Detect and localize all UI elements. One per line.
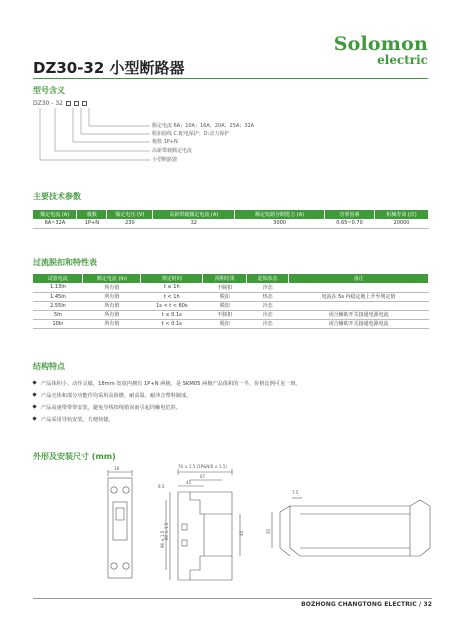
- header-cell: 预期结果: [203, 274, 247, 283]
- list-item: 产品壳体和部分功能件均采用高阻燃、耐高温、耐冲击塑料制成。: [33, 390, 301, 402]
- table-cell: 1.45In: [33, 292, 83, 301]
- footer-divider: [33, 598, 432, 599]
- dim-side-b: 45: [186, 480, 192, 485]
- section-dimensions: 外形及安装尺寸 (mm): [33, 452, 116, 461]
- header-cell: 额定电流 (In): [83, 274, 141, 283]
- table-cell: 3000: [235, 219, 325, 228]
- table-cell: 1s < t < 60s: [141, 301, 203, 310]
- header-cell: 极数: [77, 210, 107, 219]
- brand-name: Solomon: [333, 33, 428, 55]
- front-view-drawing: [108, 470, 132, 578]
- brand-subtitle: electric: [377, 53, 428, 67]
- table-cell: t ≤ 0.1s: [141, 310, 203, 319]
- table-cell: 2.55In: [33, 301, 83, 310]
- section-main-params: 主要技术参数: [33, 192, 81, 201]
- table-cell: 冷态: [247, 310, 289, 319]
- header-cell: 功率因素: [325, 210, 375, 219]
- table-cell: t < 0.1s: [141, 319, 203, 328]
- list-item: 产品高速带带带安装，避免导线按线错误而引起的触电危险。: [33, 402, 301, 414]
- table-cell: 脱扣: [203, 301, 247, 310]
- section-trip-characteristics: 过流脱扣和特性表: [33, 258, 97, 267]
- model-code-prefix: DZ30 - 32: [33, 100, 63, 107]
- list-item: 产品体积小、动作灵敏，18mm 宽度内拥有 1P+N 两极，是 SKM05 两极产品体积的一半，价格比例可见一斑。: [33, 378, 301, 390]
- header-cell: 高新带载额定电流 (A): [153, 210, 235, 219]
- dim-side-height2: 96 ± 1.5: [160, 530, 165, 548]
- table-cell: 230: [107, 219, 153, 228]
- din-rail-drawing: [272, 498, 430, 556]
- legend-load-current: 高新带载额定电流: [152, 148, 193, 154]
- dim-side-c: 9.5: [158, 484, 165, 489]
- legend-trip-curve: 脱扣曲线 C:配电保护；D:动力保护: [152, 131, 230, 137]
- table-cell: 电流在 5s 内稳定地上升至规定值: [289, 292, 429, 301]
- section-structure: 结构特点: [33, 362, 65, 371]
- header-cell: 规定时间: [141, 274, 203, 283]
- table-cell: 20000: [375, 219, 429, 228]
- table-cell: 所有值: [83, 283, 141, 292]
- dim-side-right: 45: [239, 530, 244, 536]
- table-cell: 冷态: [247, 301, 289, 310]
- legend-product-type: 小型断路器: [152, 157, 178, 163]
- table-cell: 0.65~0.70: [325, 219, 375, 228]
- table-cell: 不脱扣: [203, 283, 247, 292]
- table-cell: 闭合辅助开关接通电源电流: [289, 319, 429, 328]
- table-cell: 5In: [33, 310, 83, 319]
- list-item: 产品采用导轨安装，方便快捷。: [33, 414, 301, 426]
- legend-rated-current: 额定电流 6A；10A；16A；20A；25A；32A: [152, 123, 255, 129]
- dim-side-a: 67: [200, 474, 206, 479]
- table-cell: 脱扣: [203, 292, 247, 301]
- header-cell: 起始状态: [247, 274, 289, 283]
- page-title: DZ30-32 小型断路器: [33, 59, 185, 77]
- side-view-drawing: [166, 469, 240, 580]
- table-cell: 冷态: [247, 319, 289, 328]
- dim-front-width: 18: [114, 466, 120, 471]
- legend-poles: 极数 1P+N: [152, 139, 178, 145]
- table-cell: 1P+N: [77, 219, 107, 228]
- table-cell: 不脱扣: [203, 310, 247, 319]
- table-cell: t < 1h: [141, 292, 203, 301]
- table-cell: 所有值: [83, 319, 141, 328]
- table-cell: t ≤ 1h: [141, 283, 203, 292]
- header-cell: 额定短路分断能力 (A): [235, 210, 325, 219]
- table-cell: 10In: [33, 319, 83, 328]
- section-model-meaning: 型号含义: [33, 86, 65, 95]
- header-cell: 机械寿命 (次): [375, 210, 429, 219]
- table-cell: 所有值: [83, 301, 141, 310]
- table-cell: 冷态: [247, 283, 289, 292]
- header-cell: 试验电流: [33, 274, 83, 283]
- table-cell: 脱扣: [203, 319, 247, 328]
- dim-side-height: 80 ± 1.5: [164, 522, 169, 540]
- table-cell: 热态: [247, 292, 289, 301]
- dim-rail-a: 7.5: [292, 490, 299, 495]
- header-cell: 备注: [289, 274, 429, 283]
- header-cell: 额定电压 (V): [107, 210, 153, 219]
- table-cell: 6A~32A: [33, 219, 77, 228]
- table-cell: 所有值: [83, 292, 141, 301]
- table-cell: 闭合辅助开关接通电源电流: [289, 310, 429, 319]
- table-cell: 1.13In: [33, 283, 83, 292]
- table-cell: 32: [153, 219, 235, 228]
- dim-side-top: 70 ± 1.5 (1P&N/6 ± 1.5): [178, 464, 227, 469]
- page-footer: BOZHONG CHANGTONG ELECTRIC / 32: [301, 601, 432, 608]
- dim-rail-b: 35: [266, 528, 271, 534]
- table-cell: 所有值: [83, 310, 141, 319]
- header-cell: 额定电流 (A): [33, 210, 77, 219]
